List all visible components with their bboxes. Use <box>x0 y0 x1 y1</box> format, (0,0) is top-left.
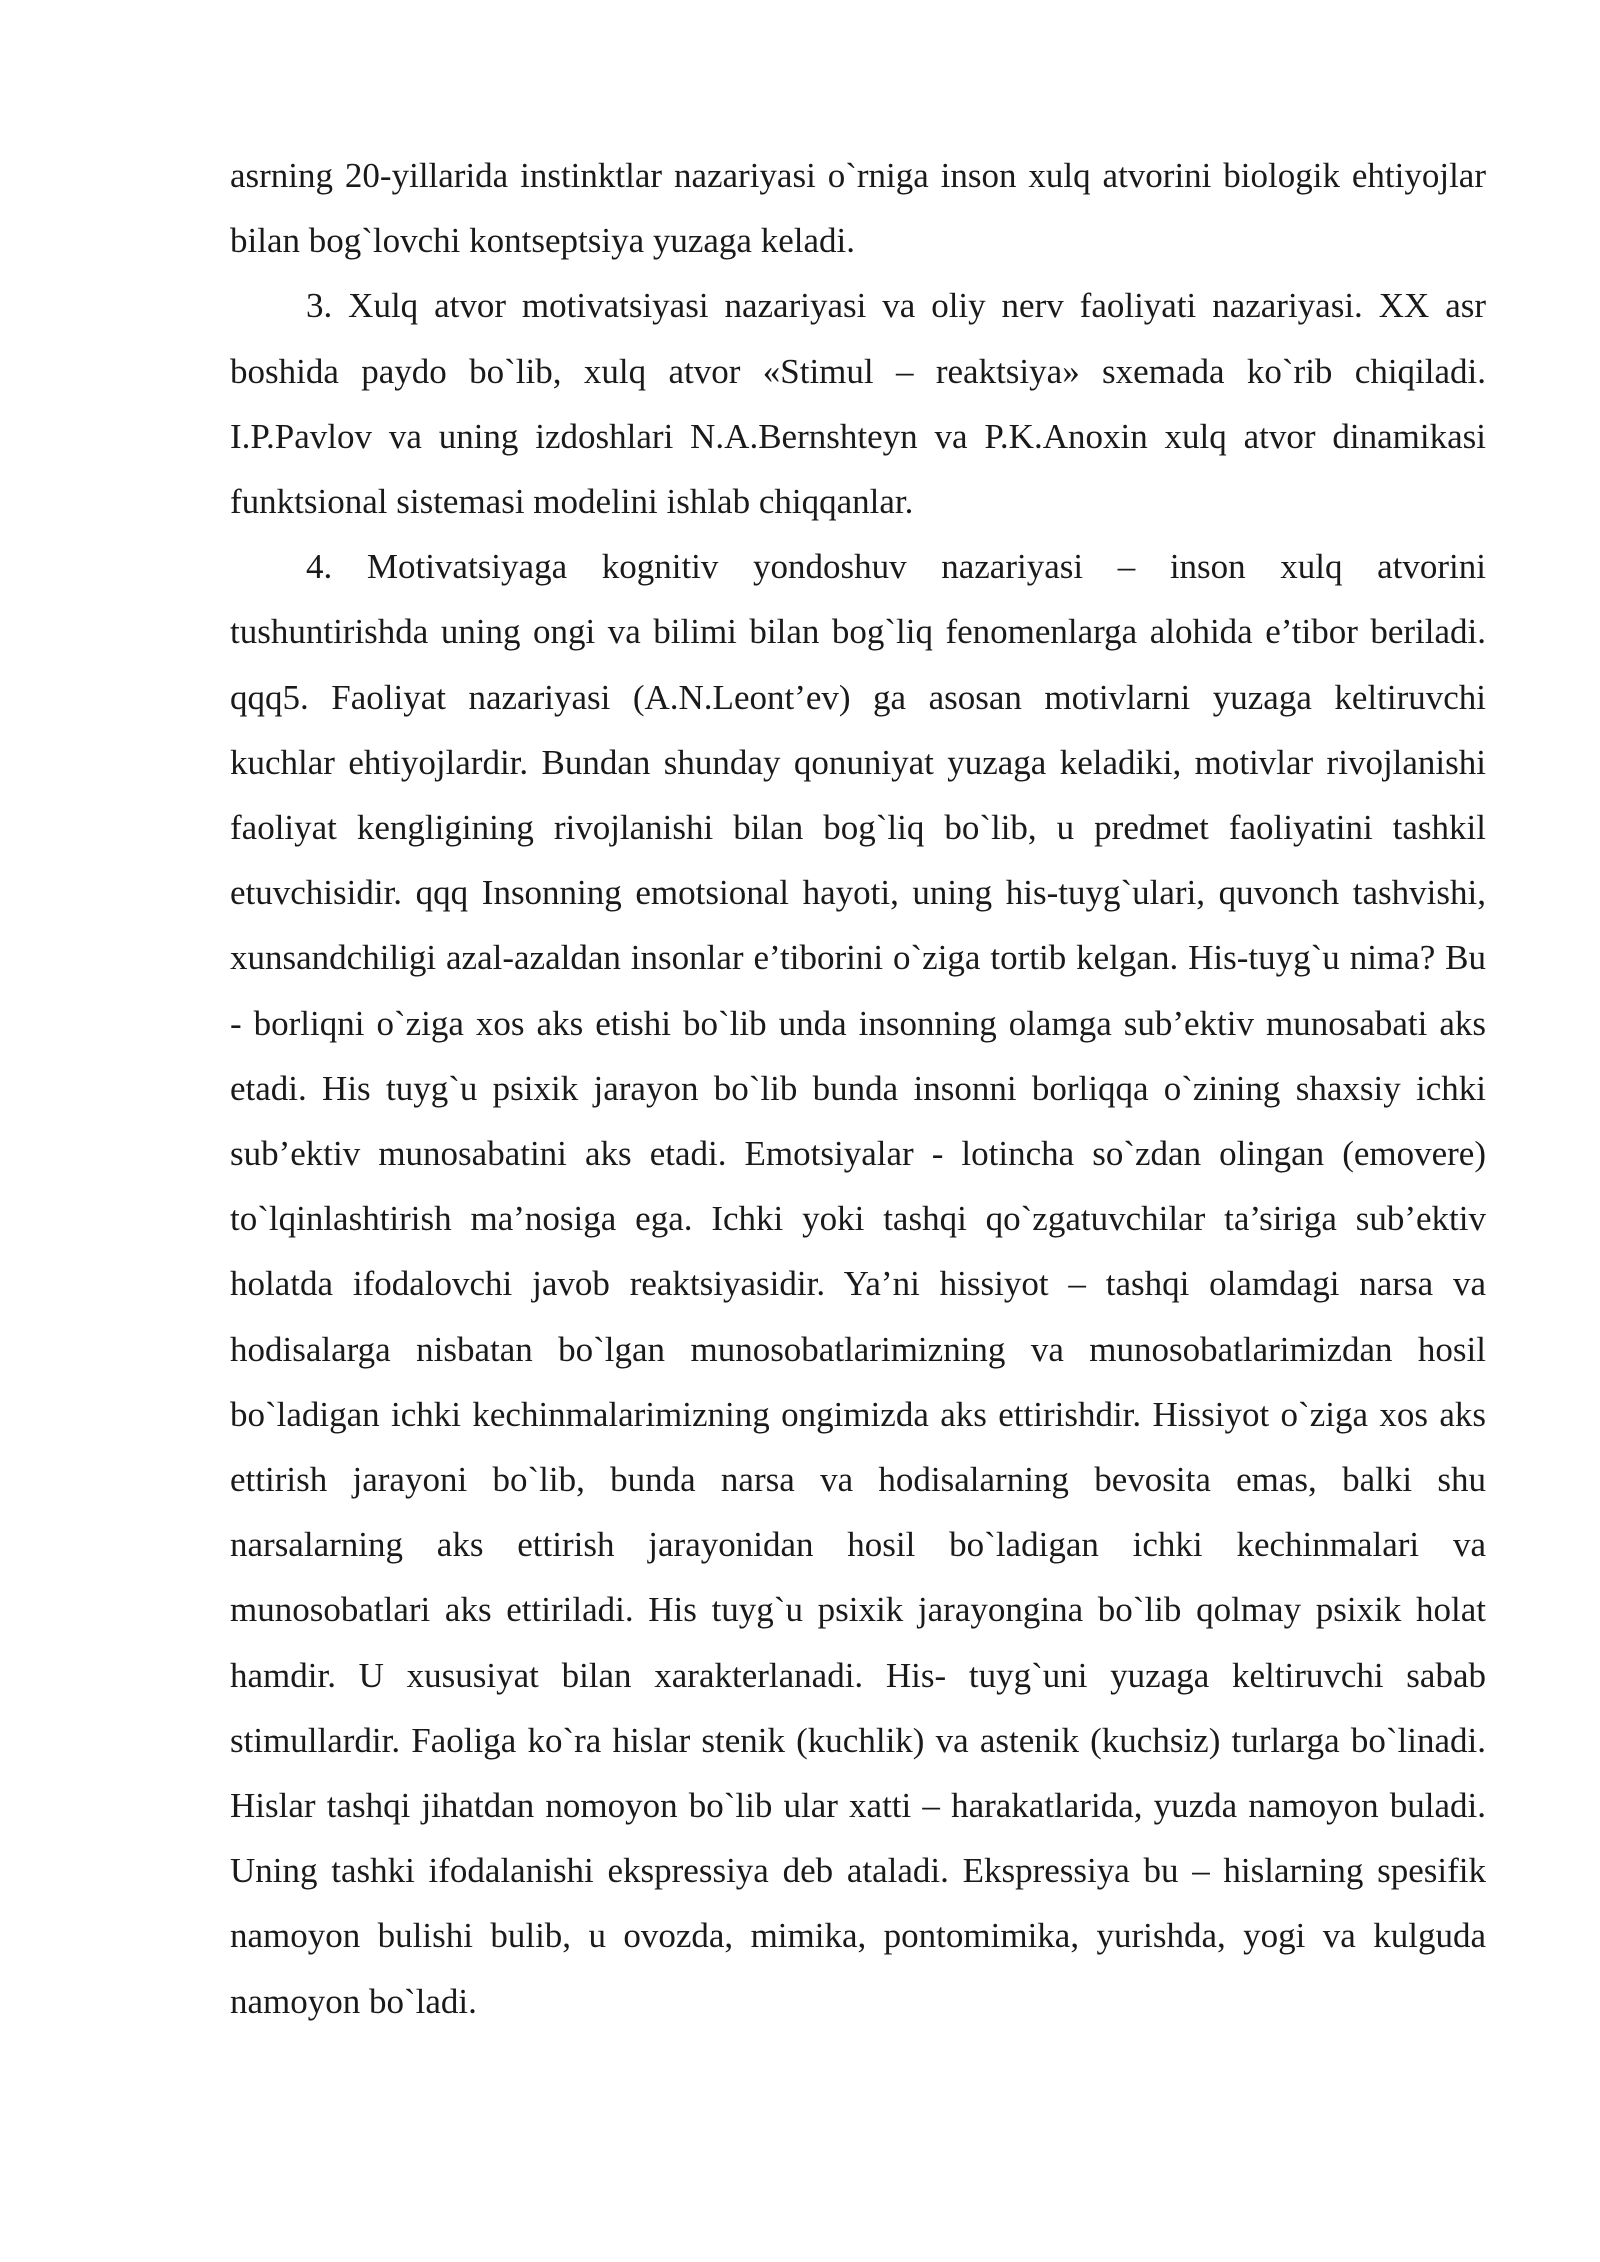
paragraph-1: asrning 20-yillarida instinktlar nazariyasi o`rniga inson xulq atvorini biologik ehtiyojlar bilan bog`lovchi kontseptsiya yuzaga keladi. <box>230 156 1486 261</box>
paragraph-2: 3. Xulq atvor motivatsiyasi nazariyasi va oliy nerv faoliyati nazariyasi. XX asr boshida paydo bo`lib, xulq atvor «Stimul – reaktsiya» sxemada ko`rib chiqiladi. I.P.Pavlov va uning izdoshlari N.A.Bernshteyn va P.K.Anoxin xulq atvor dinamikasi funktsional sistemasi modelini ishlab chiqqanlar. <box>230 286 1486 522</box>
paragraph-3: 4. Motivatsiyaga kognitiv yondoshuv nazariyasi – inson xulq atvorini tushuntirishda uning ongi va bilimi bilan bog`liq fenomenlarga alohida e’tibor beriladi. qqq5. Faoliyat nazariyasi (A.N.Leont’ev) ga asosan motivlarni yuzaga keltiruvchi kuchlar ehtiyojlardir. Bundan shunday qonuniyat yuzaga keladiki, motivlar rivojlanishi faoliyat kengligining rivojlanishi bilan bog`liq bo`lib, u predmet faoliyatini tashkil etuvchisidir. qqq Insonning emotsional hayoti, uning his-tuyg`ulari, quvonch tashvishi, xunsandchiligi azal-azaldan insonlar e’tiborini o`ziga tortib kelgan. His-tuyg`u nima? Bu - borliqni o`ziga xos aks etishi bo`lib unda insonning olamga sub’ektiv munosabati aks etadi. His tuyg`u psixik jarayon bo`lib bunda insonni borliqqa o`zining shaxsiy ichki sub’ektiv munosabatini aks etadi. Emotsiyalar - lotincha so`zdan olingan (emovere) to`lqinlashtirish ma’nosiga ega. Ichki yoki tashqi qo`zgatuvchilar ta’siriga sub’ektiv holatda ifodalovchi javob reaktsiyasidir. Ya’ni hissiyot – tashqi olamdagi narsa va hodisalarga nisbatan bo`lgan munosobatlarimizning va munosobatlarimizdan hosil bo`ladigan ichki kechinmalarimizning ongimizda aks ettirishdir. Hissiyot o`ziga xos aks ettirish jarayoni bo`lib, bunda narsa va hodisalarning bevosita emas, balki shu narsalarning aks ettirish jarayonidan hosil bo`ladigan ichki kechinmalari va munosobatlari aks ettiriladi. His tuyg`u psixik jarayongina bo`lib qolmay psixik holat hamdir. U xususiyat bilan xarakterlanadi. His- tuyg`uni yuzaga keltiruvchi sabab stimullardir. Faoliga ko`ra hislar stenik (kuchlik) va astenik (kuchsiz) turlarga bo`linadi. Hislar tashqi jihatdan nomoyon bo`lib ular xatti – harakatlarida, yuzda namoyon buladi. Uning tashki ifodalanishi ekspressiya deb ataladi. Ekspressiya bu – hislarning spesifik namoyon bulishi bulib, u ovozda, mimika, pontomimika, yurishda, yogi va kulguda namoyon bo`ladi. <box>230 547 1486 2021</box>
document-body <box>230 143 1486 2034</box>
